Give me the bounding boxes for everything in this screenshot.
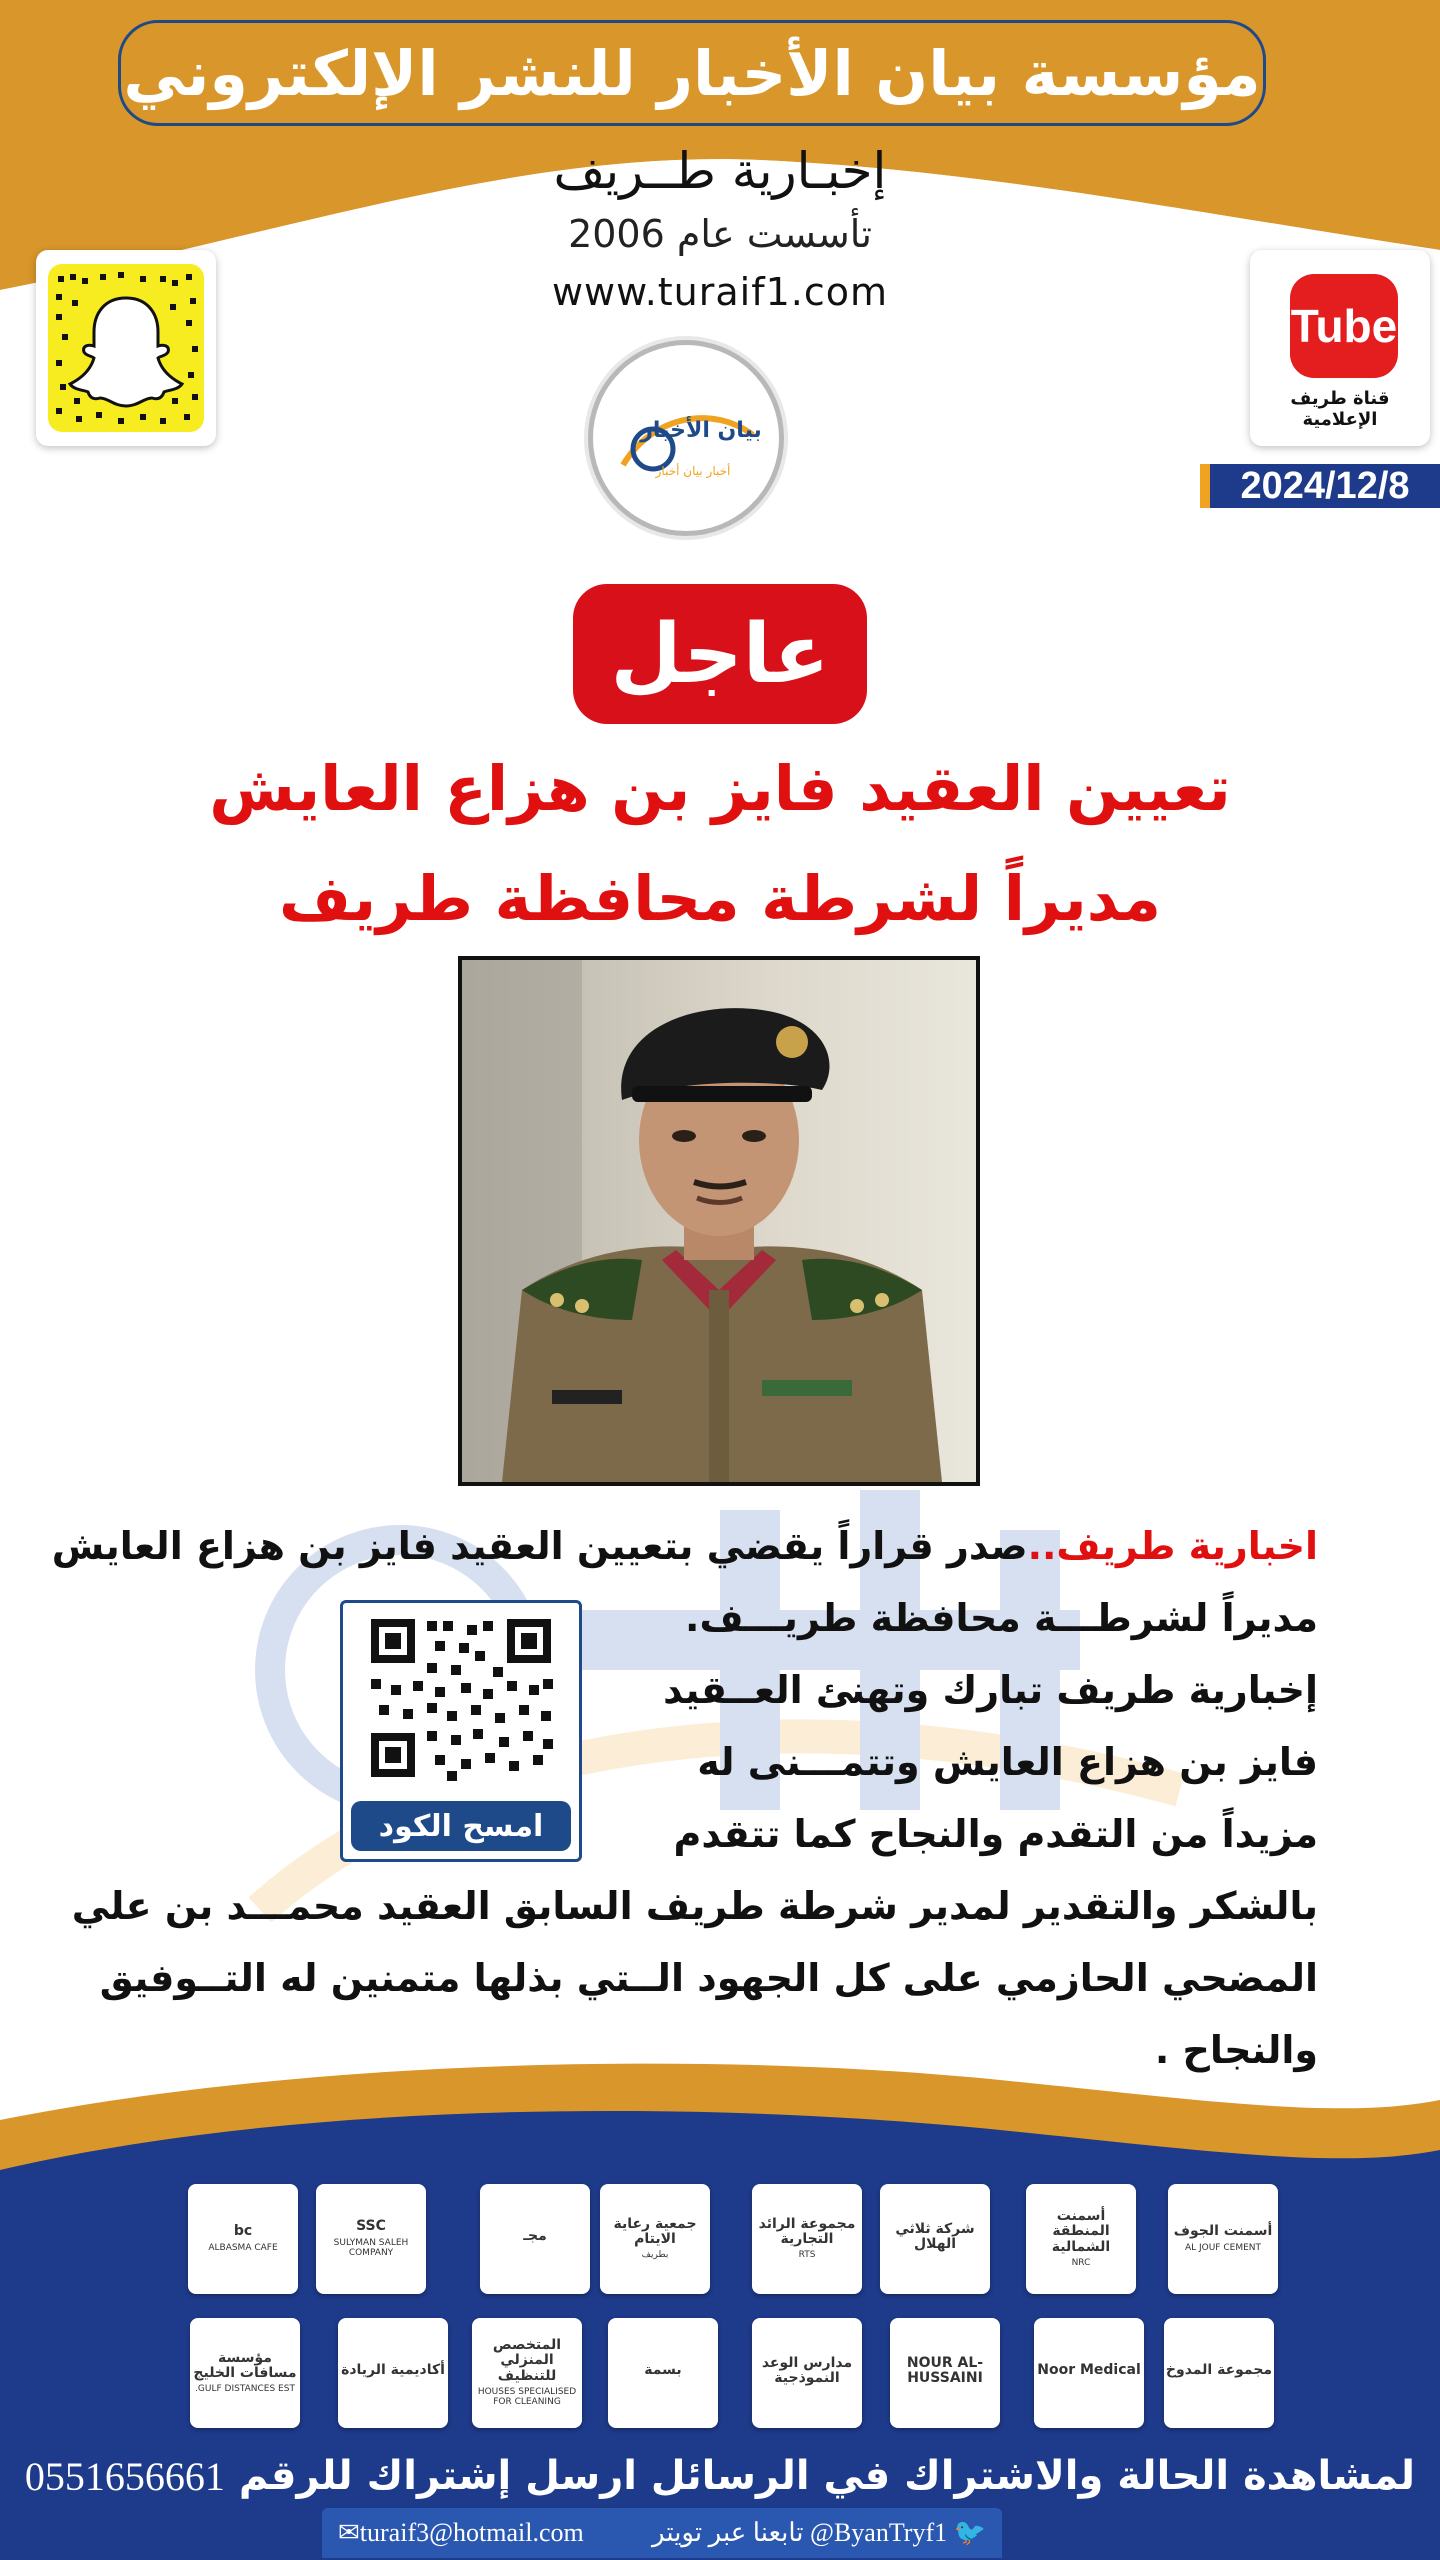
sponsor-name xyxy=(208,2224,277,2253)
news-outlet-title: إخبـارية طــريف xyxy=(553,142,887,200)
logo-text: بيان الأخبار xyxy=(640,418,762,443)
snapchat-code[interactable] xyxy=(36,250,216,446)
sponsor-logo[interactable] xyxy=(316,2184,426,2294)
sponsor-title: مجموعة الرائد التجارية xyxy=(758,2215,856,2248)
sponsor-title: جمعية رعاية الايتام xyxy=(613,2215,697,2248)
article-line-6: بالشكر والتقدير لمدير شرطة طريف السابق العقيد محمـــد بن علي xyxy=(71,1884,1318,1928)
article-line-7: المضحي الحازمي على كل الجهود الــتي بذلها متمنين له التــوفيق xyxy=(99,1956,1318,2000)
sponsor-name xyxy=(1174,2224,1273,2253)
sponsor-title: المتخصص المنزلي للتنظيف xyxy=(492,2337,562,2384)
sponsor-subtitle: بطريف xyxy=(641,2250,669,2261)
sponsor-name xyxy=(600,2217,710,2262)
youtube-caption: قناة طريف الإعلامية xyxy=(1290,388,1390,430)
sponsor-subtitle: HOUSES SPECIALISED FOR CLEANING xyxy=(477,2387,577,2408)
logo-tagline: أخبار بيان أخبار xyxy=(655,464,731,478)
sponsor-logo[interactable] xyxy=(1164,2318,1274,2428)
sponsor-title: مدارس الوعد النموذجية xyxy=(761,2354,853,2386)
qr-pattern xyxy=(343,1603,579,1793)
sponsor-title: شركة ثلاثي الهلال xyxy=(895,2220,975,2252)
sponsor-subtitle: NRC xyxy=(1071,2258,1091,2269)
email-text: turaif3@hotmail.com xyxy=(359,2518,584,2547)
twitter-handle: @ByanTryf1 xyxy=(810,2518,948,2547)
sponsor-name xyxy=(644,2363,681,2382)
email-address[interactable]: ✉turaif3@hotmail.com xyxy=(338,2518,584,2547)
sponsor-title: bc xyxy=(233,2223,253,2240)
headline-line-2: مديراً لشرطة محافظة طريف xyxy=(278,862,1162,935)
sponsor-title: بسمة xyxy=(644,2362,682,2379)
sponsor-logo[interactable] xyxy=(890,2318,1000,2428)
article-line-2: مديراً لشرطـــة محافظة طريـــف. xyxy=(685,1596,1318,1640)
sponsor-name xyxy=(880,2222,990,2257)
twitter-icon: 🐦 xyxy=(953,2518,986,2547)
article-line-1 xyxy=(52,1524,1318,1568)
sponsor-title: Noor Medical xyxy=(1037,2362,1141,2379)
headline-line-1: تعيين العقيد فايز بن هزاع العايش xyxy=(209,752,1231,825)
subscribe-text: لمشاهدة الحالة والاشتراك في الرسائل ارسل إشتراك للرقم xyxy=(238,2453,1416,2499)
article-line-5: مزيداً من التقدم والنجاح كما تتقدم xyxy=(673,1812,1318,1856)
officer-photo xyxy=(458,956,980,1486)
sponsor-logo[interactable] xyxy=(880,2184,990,2294)
sponsor-subtitle: AL JOUF CEMENT xyxy=(1184,2242,1262,2253)
youtube-channel-card[interactable] xyxy=(1250,250,1430,446)
sponsor-subtitle: SULYMAN SALEH COMPANY xyxy=(333,2237,409,2258)
article-line-1-text: صدر قراراً يقضي بتعيين العقيد فايز بن هزاع العايش xyxy=(51,1524,1028,1568)
qr-scan-label: امسح الكود xyxy=(351,1801,571,1851)
qr-code[interactable] xyxy=(340,1600,582,1862)
sponsor-name xyxy=(752,2356,862,2391)
sponsor-logo[interactable] xyxy=(472,2318,582,2428)
sponsor-name xyxy=(1026,2209,1136,2269)
publish-date: 2024/12/8 xyxy=(1200,464,1440,508)
sponsor-name xyxy=(472,2338,582,2408)
sponsor-logo[interactable] xyxy=(480,2184,590,2294)
sponsor-logo[interactable] xyxy=(752,2184,862,2294)
article-line-3: إخبارية طريف تبارك وتهنئ العــقيد xyxy=(663,1668,1318,1712)
sponsor-logo[interactable] xyxy=(608,2318,718,2428)
sponsor-title: أسمنت الجوف xyxy=(1173,2223,1273,2240)
brand-logo xyxy=(588,340,784,536)
sponsor-name xyxy=(341,2363,445,2382)
sponsor-name xyxy=(316,2219,426,2258)
sponsor-name xyxy=(890,2356,1000,2391)
sponsor-logo[interactable] xyxy=(190,2318,300,2428)
sponsor-logo[interactable] xyxy=(1026,2184,1136,2294)
website-link[interactable]: www.turaif1.com xyxy=(551,270,889,314)
follow-label: تابعنا عبر تويتر xyxy=(652,2518,804,2547)
sponsor-title: NOUR AL-HUSSAINI xyxy=(906,2354,984,2386)
urgent-badge: عاجل xyxy=(573,584,867,724)
article-line-4: فايز بن هزاع العايش وتتمـــنى له xyxy=(697,1740,1318,1784)
sponsor-logo[interactable] xyxy=(188,2184,298,2294)
sponsor-subtitle: ALBASMA CAFE xyxy=(208,2242,278,2253)
sponsor-title: مؤسسة مسافات الخليج xyxy=(193,2349,297,2382)
article-line-8: والنجاح . xyxy=(1154,2028,1318,2072)
sponsor-logo[interactable] xyxy=(1034,2318,1144,2428)
youtube-icon: Tube xyxy=(1290,274,1398,378)
sponsor-logo[interactable] xyxy=(1168,2184,1278,2294)
sponsor-logo[interactable] xyxy=(338,2318,448,2428)
snapchat-icon xyxy=(48,264,204,432)
follow-bar xyxy=(322,2508,1002,2558)
sponsor-title: أسمنت المنطقة الشمالية xyxy=(1051,2207,1111,2255)
sponsor-subtitle: GULF DISTANCES EST. xyxy=(195,2384,295,2395)
sponsor-title: SSC xyxy=(356,2218,386,2235)
sponsor-name xyxy=(1166,2363,1272,2382)
sponsor-name xyxy=(523,2229,547,2248)
sponsor-name xyxy=(1037,2363,1141,2382)
subscribe-phone[interactable]: 0551656661 xyxy=(24,2453,225,2499)
article-lead: اخبارية طريف.. xyxy=(1027,1524,1318,1568)
sponsor-logo[interactable] xyxy=(600,2184,710,2294)
sponsor-subtitle: RTS xyxy=(798,2250,816,2261)
twitter-follow[interactable] xyxy=(652,2518,986,2548)
sponsor-title: مجموعة المدوخ xyxy=(1165,2362,1273,2379)
sponsor-name xyxy=(752,2217,862,2262)
sponsor-title: أكاديمية الريادة xyxy=(341,2362,445,2379)
organization-name: مؤسسة بيان الأخبار للنشر الإلكتروني xyxy=(118,20,1266,126)
subscribe-banner xyxy=(24,2446,1416,2506)
founded-year: تأسست عام 2006 xyxy=(568,212,872,256)
sponsor-name xyxy=(190,2351,300,2396)
sponsor-title: مجـ xyxy=(523,2228,547,2245)
sponsor-logo[interactable] xyxy=(752,2318,862,2428)
